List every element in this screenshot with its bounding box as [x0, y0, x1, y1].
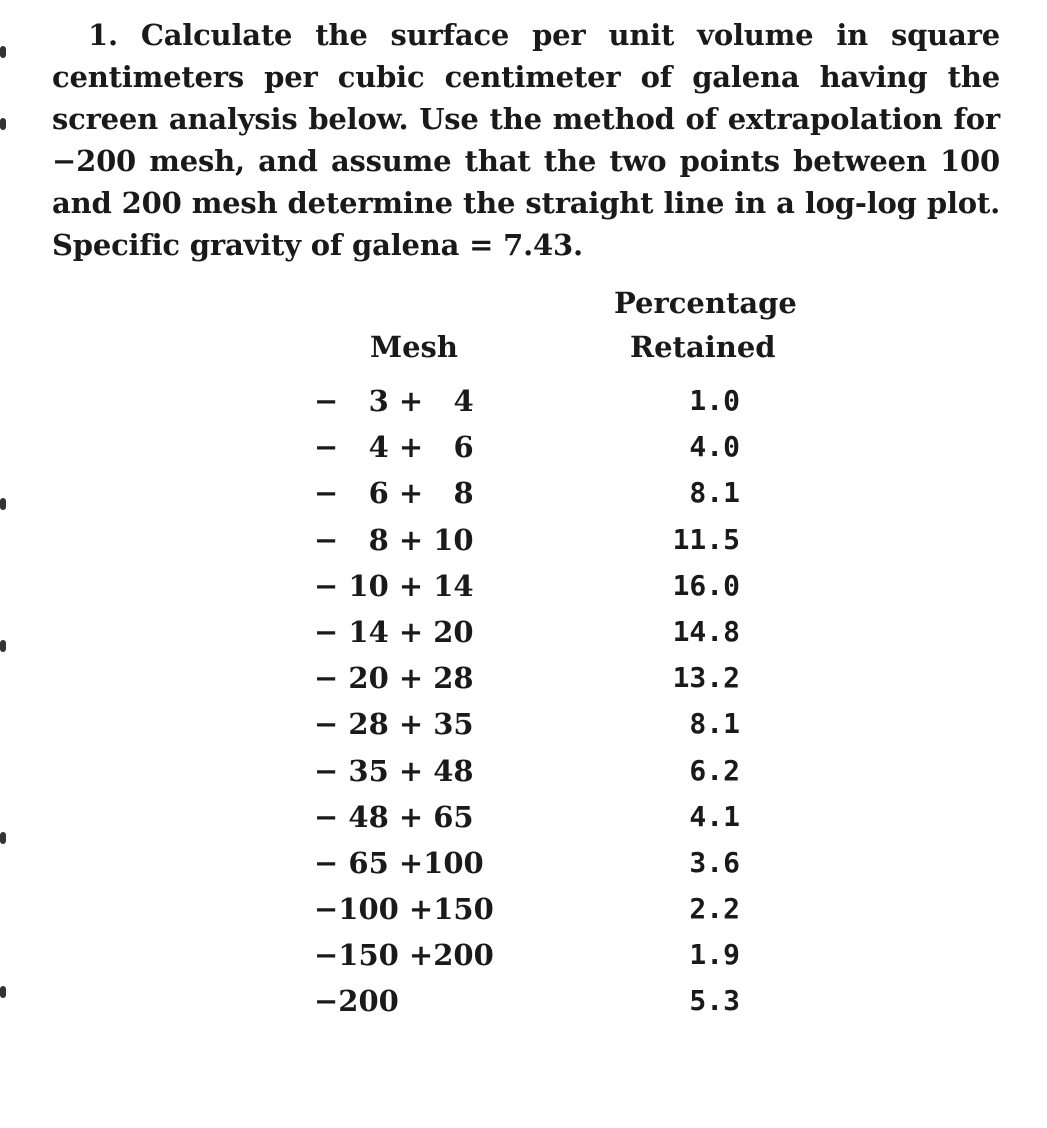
percentage-cell: 11.5	[672, 522, 740, 556]
edge-mark	[0, 498, 6, 510]
percentage-cell: 4.1	[689, 799, 740, 833]
table-row	[300, 426, 820, 472]
edge-mark	[0, 46, 6, 58]
table-row	[300, 842, 820, 888]
mesh-cell: − 35 + 48	[314, 753, 474, 788]
percentage-cell: 4.0	[689, 430, 740, 464]
table-row	[300, 611, 820, 657]
mesh-cell: − 28 + 35	[314, 707, 474, 742]
mesh-cell: −100 +150	[314, 892, 494, 927]
edge-mark	[0, 640, 6, 652]
percentage-cell: 5.3	[689, 984, 740, 1018]
table-row	[300, 888, 820, 934]
mesh-cell: −200	[314, 984, 399, 1019]
table-row	[300, 934, 820, 980]
header-percentage: Percentage	[614, 286, 797, 320]
table-row	[300, 980, 820, 1026]
mesh-cell: − 65 +100	[314, 845, 484, 880]
header-retained: Retained	[630, 330, 776, 364]
table-row	[300, 519, 820, 565]
percentage-cell: 1.0	[689, 384, 740, 417]
edge-mark	[0, 832, 6, 844]
mesh-cell: − 10 + 14	[314, 568, 474, 603]
percentage-cell: 3.6	[689, 845, 740, 879]
problem-statement	[52, 14, 1000, 266]
percentage-cell: 8.1	[689, 707, 740, 741]
mesh-cell: − 4 + 6	[314, 430, 474, 465]
percentage-cell: 13.2	[672, 661, 740, 695]
percentage-cell: 14.8	[672, 614, 740, 648]
table-row	[300, 565, 820, 611]
mesh-cell: − 6 + 8	[314, 476, 474, 511]
mesh-cell: −150 +200	[314, 938, 494, 973]
mesh-cell: − 8 + 10	[314, 522, 474, 557]
table-row	[300, 796, 820, 842]
edge-mark	[0, 986, 6, 998]
edge-mark	[0, 118, 6, 130]
problem-number: 1.	[88, 18, 118, 52]
table-row	[300, 703, 820, 749]
table-row	[300, 750, 820, 796]
mesh-cell: − 14 + 20	[314, 614, 474, 649]
mesh-cell: − 20 + 28	[314, 661, 474, 696]
problem-text: Calculate the surface per unit volume in square centimeters per cubic centimeter of galena having the screen analysis below. Use the method of extrapolation for −200 mesh, and assume that the two points between 100 and 200 mesh determine the straight line in a log-log plot. Specific gravity of galena = 7.43.	[52, 18, 1000, 262]
table-body	[300, 380, 820, 1027]
table-row	[300, 380, 820, 426]
mesh-cell: − 48 + 65	[314, 799, 474, 834]
percentage-cell: 2.2	[689, 892, 740, 926]
table-row	[300, 657, 820, 703]
percentage-cell: 1.9	[689, 938, 740, 972]
percentage-cell: 6.2	[689, 753, 740, 787]
percentage-cell: 16.0	[672, 568, 740, 602]
mesh-cell: − 3 + 4	[314, 384, 474, 418]
header-mesh: Mesh	[370, 330, 458, 364]
table-row	[300, 472, 820, 518]
percentage-cell: 8.1	[689, 476, 740, 510]
